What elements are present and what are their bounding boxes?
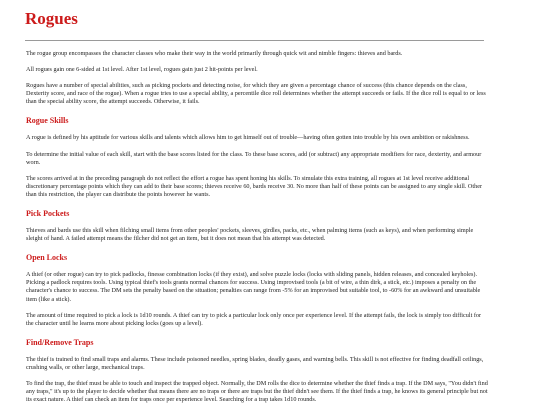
traps-paragraph-2: To find the trap, the thief must be able to touch and inspect the trapped object. Normally, the DM rolls the dice to determine whether the thief finds a trap. If the DM says, "You didn't find any traps," it's up to the player to decide whether that means there are no traps or there are traps but the thief didn't see them. If the thief finds a trap, he knows its general principle but not its exact nature. A thief can check an item for traps once per experience level. Searching for a trap takes 1d10 rounds. xyxy=(26,379,488,404)
section-heading-pick-pockets: Pick Pockets xyxy=(26,209,70,219)
section-heading-open-locks: Open Locks xyxy=(26,253,68,263)
intro-paragraph-3: Rogues have a number of special abilities, such as picking pockets and detecting noise, for which they are given a percentage chance of success (this chance depends on the class, Dexterity score, and race of the rogue). When a rogue tries to use a special ability, a percentile dice roll determines whether the attempt succeeds or fails. If the dice roll is equal to or less than the special ability score, the attempt succeeds. Otherwise, it fails. xyxy=(26,82,486,106)
title-divider xyxy=(25,40,484,41)
intro-paragraph-1: The rogue group encompasses the character classes who make their way in the world primarily through quick wit and nimble fingers: thieves and bards. xyxy=(26,50,403,57)
open-locks-paragraph-2: The amount of time required to pick a lock is 1d10 rounds. A thief can try to pick a particular lock only once per experience level. If the attempt fails, the lock is simply too difficult for the character until he learns more about picking locks (goes up a level). xyxy=(26,311,482,327)
section-heading-rogue-skills: Rogue Skills xyxy=(26,116,69,126)
page-title: Rogues xyxy=(25,9,78,28)
rogue-skills-paragraph-1: A rogue is defined by his aptitude for various skills and talents which allows him to get himself out of trouble—having often gotten into trouble by his own ambition or rakishness. xyxy=(26,134,470,142)
document-body xyxy=(26,50,514,404)
open-locks-paragraph-1: A thief (or other rogue) can try to pick padlocks, finesse combination locks (if they exist), and solve puzzle locks (locks with sliding panels, hidden releases, and concealed keyholes). Picking a padlock requires tools. Using typical thief's tools grants normal chances for success. Using improvised tools (a bit of wire, a thin dirk, a stick, etc.) imposes a penalty on the character's chance to success. The DM sets the penalty based on the situation; penalties can range from -5% for an improvised but suitable tool, to -60% for an awkward and unsuitable item (like a stick). xyxy=(26,271,481,303)
rogue-skills-paragraph-3: The scores arrived at in the preceding paragraph do not reflect the effort a rogue has spent honing his skills. To simulate this extra training, all rogues at 1st level receive additional discretionary percentage points which they can add to their base scores; thieves receive 60, bards receive 30. No more than half of these points can be assigned to any single skill. Other than this restriction, the player can distribute the points however he wants. xyxy=(26,174,483,198)
rogue-skills-paragraph-2: To determine the initial value of each skill, start with the base scores listed for the class. To these base scores, add (or subtract) any appropriate modifiers for race, dexterity, and armour worn. xyxy=(26,150,482,166)
section-heading-find-remove-traps: Find/Remove Traps xyxy=(26,337,94,347)
pick-pockets-paragraph-1: Thieves and bards use this skill when filching small items from other peoples' pockets, sleeves, girdles, packs, etc., when palming items (such as keys), and when performing simple sleight of hand. A failed attempt means the filcher did not get an item, but it does not mean that his attempt was detected. xyxy=(26,227,474,243)
traps-paragraph-1: The thief is trained to find small traps and alarms. These include poisoned needles, spring blades, deadly gases, and warning bells. This skill is not effective for finding deadfall ceilings, crushing walls, or other large, mechanical traps. xyxy=(26,355,484,371)
intro-paragraph-2: All rogues gain one 6-sided at 1st level. After 1st level, rogues gain just 2 hit-points per level. xyxy=(26,66,258,74)
